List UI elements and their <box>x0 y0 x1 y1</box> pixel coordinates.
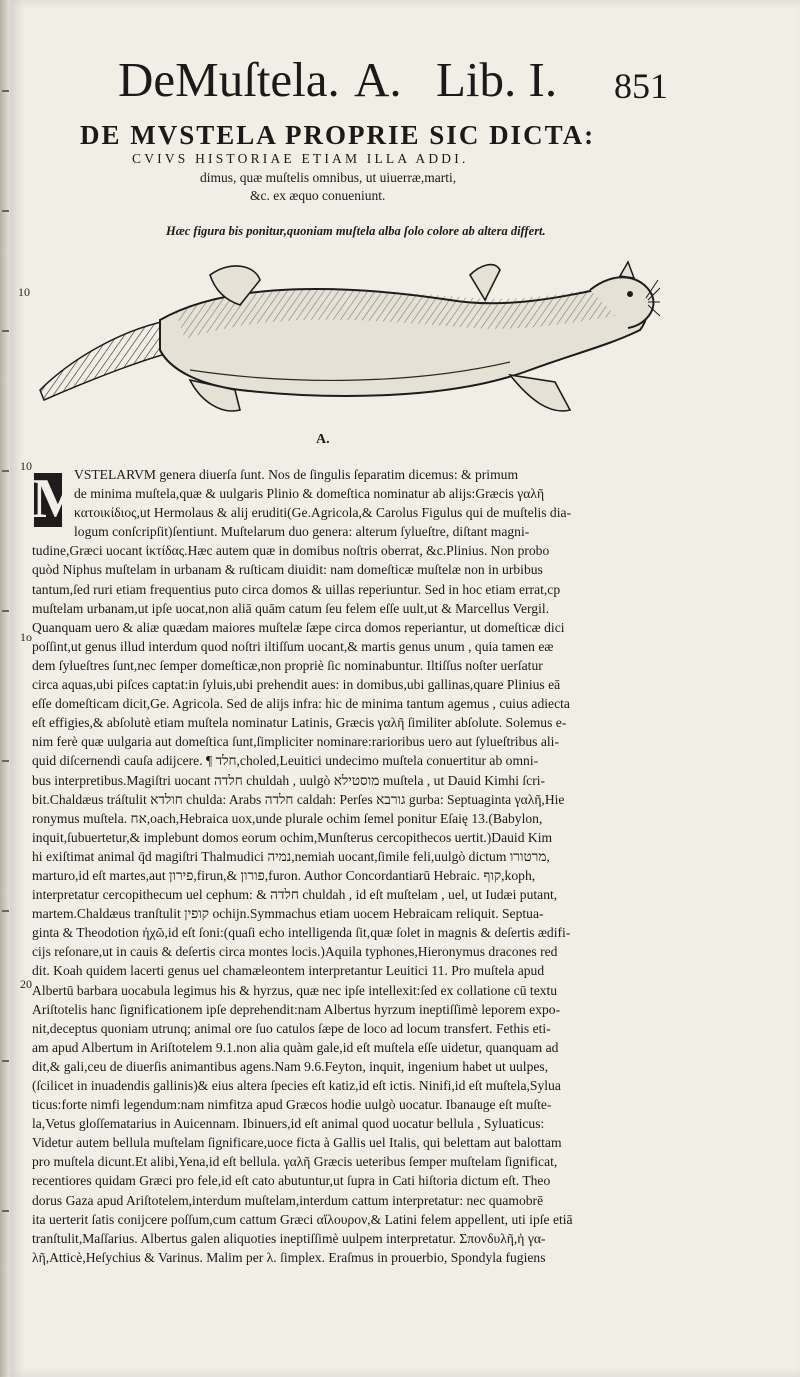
chapter-subtitle-line: dimus, quæ muſtelis omnibus, ut uiuerræ,marti, <box>200 170 457 185</box>
margin-note: 20 <box>20 977 32 991</box>
weasel-woodcut-illustration <box>30 250 660 430</box>
text-line: λῆ,Atticè,Heſychius & Varinus. Malim per λ. ſimplex. Eraſmus in prouerbio, Spondyla fugiens <box>32 1249 546 1265</box>
text-line: eſt effigies,& abſolutè etiam muſtela nominatur Latinis, Græcis γαλῆ ſimiliter abſolute. Solemus e- <box>32 715 567 731</box>
text-line: inquit,ſubuertetur,& implebunt domos eorum ochim,Munſterus cercopithecos uertit.)Dauid Kim <box>32 829 553 845</box>
text-line: poſſint,ut genus illud interdum quod noſtri iltiſſum uocant,& martis genus unum , quia tamen eæ <box>32 638 554 654</box>
text-line: tudine,Græci uocant ἰκτίδας.Hæc autem quæ in domibus noſtris oberrat, &c.Plinius. Non probo <box>32 543 550 559</box>
header-book: Lib. I. <box>436 52 558 107</box>
text-line: recentiores quidam Græci pro fele,id eſt cato abutuntur,ut ſupra in Cati hiſtoria dictum eſt. Theo <box>32 1173 551 1189</box>
chapter-title: DE MVSTELA PROPRIE SIC DICTA: <box>80 120 596 150</box>
text-line: am apud Albertum in Ariſtotelem 9.1.non alia quàm gale,id eſt muſtela eſſe uidetur, quanquam ad <box>32 1039 559 1055</box>
text-line: ticus:forte nimfi legendum:nam nimfitza apud Græcos hodie uulgò uocatur. Ibanauge eſt muſte- <box>32 1097 552 1113</box>
text-line: circa aquas,ubi piſces captat:in ſyluis,ubi prehendit aues: in domibus,ubi gallinas,quare Plinius eā <box>32 677 561 693</box>
text-line: nit,deceptus quoniam utrunq; animal ore ſuo catulos ſæpe de loco ad locum transfert. Fethis eti- <box>32 1020 551 1036</box>
chapter-subtitle-line: &c. ex æquo conueniunt. <box>250 188 386 203</box>
text-line: quid diſcernendi cauſa adijcere. ¶ חלד,choled,Leuitici undecimo muſtela conuertitur ab omni- <box>32 753 539 769</box>
text-line: de minima muſtela,quæ & uulgaris Plinio & domeſtica nominatur ab alijs:Græcis γαλῆ <box>74 486 545 502</box>
decorated-initial: M <box>32 468 85 530</box>
text-line: dem ſylueſtres ſunt,nec ſemper domeſticæ,non propriè ſic nominabuntur. Iltiſſus noſter uerſatur <box>32 657 543 673</box>
text-line: marturo,id eſt martes,aut פירון,firun,& פורון,furon. Author Concordantiarū Hebraic. קוף,koph, <box>32 867 536 883</box>
text-line: hi exiſtimat animal q̄d magiſtri Thalmudici נמיה,nemiah uocant,ſimile feli,uulgò dictum מרטורו, <box>32 848 550 864</box>
text-line: Quanquam uero & aliæ quædam maiores muſtelæ ſæpe circa domos reperiantur, ut domeſticæ dici <box>32 619 565 635</box>
header-section: A. <box>354 52 402 107</box>
margin-note: 10 <box>18 285 30 299</box>
figure-label: A. <box>316 432 330 447</box>
text-line: dorus Gaza apud Ariſtotelem,interdum muſtelam,interdum cattum interpretatur: nec quamobrē <box>32 1192 544 1208</box>
text-line: la,Vetus gloſſematarius in Auicennam. Ibinuers,id eſt animal quod uocatur bellula , Syluaticus: <box>32 1116 545 1132</box>
text-line: martem.Chaldæus tranſtulit קופין ochijn.Symmachus etiam uocem Hebraicam reliquit. Septua- <box>32 906 544 922</box>
text-line: quòd Niphus muſtelam in urbanam & ruſticam diuidit: nam domeſticæ muſtelæ non in urbibus <box>32 562 543 578</box>
text-line: eſſe domeſticam dicit,Ge. Agricola. Sed de alijs infra: hic de minima tantum agemus , cuius adiecta <box>32 696 570 712</box>
figure-caption: Hæc figura bis ponitur,quoniam muſtela alba ſolo colore ab altera differt. <box>166 224 546 238</box>
text-line: pro muſtela dicunt.Et alibi,Yena,id eſt bellula. γαλῆ Græcis ueteribus ſemper muſtelam ſignificat, <box>32 1154 558 1170</box>
text-line: ita uerterit ſatis conijcere poſſum,cum cattum Græci αἴλουρον,& Latini felem appellent, uti ipſe etiā <box>32 1211 573 1227</box>
text-line: tantum,ſed ruri etiam frequentius puto circa domos & uillas reperiuntur. Sed in hoc etiam errat,cp <box>32 581 561 597</box>
text-line: ginta & Theodotion ἠχῶ,id eſt ſoni:(quaſi echo intelligenda ſit,quæ ſolet in magnis & deſertis ædifi- <box>32 925 571 941</box>
text-line: dit. Koah quidem lacerti genus uel chamæleontem interpretantur Leuitici 11. Pro muſtela apud <box>32 963 545 979</box>
text-line: (ſcilicet in inuadendis gallinis)& eius altera ſpecies eſt katiz,id eſt ictis. Ninifi,id eſt muſtela,Sylua <box>32 1078 561 1093</box>
text-line: muſtelam urbanam,ut ipſe uocat,non aliā quām catum ſeu felem eſſe uult,ut & Marcellus Vergil. <box>32 600 550 616</box>
text-line: Videtur autem bellula muſtelam ſignificare,uoce ficta à Gallis uel Italis, qui belettam aut balottam <box>32 1135 562 1151</box>
text-line: interpretatur cercopithecum uel cephum: & חלדה chuldah , id eſt muſtelam , uel, ut Iudæi putant, <box>32 887 558 903</box>
text-line: ronymus muſtela. אח,oach,Hebraica uox,unde plurale ochim ſemel ponitur Eſaię 13.(Babylon, <box>32 810 543 826</box>
running-header <box>118 52 678 112</box>
page-number: 851 <box>614 66 668 106</box>
text-line: bus interpretibus.Magiſtri uocant חלדה chuldah , uulgò מוסטילא muſtela , ut Dauid Kimhi ſcri- <box>32 772 546 788</box>
chapter-subtitle-line: CVIVS HISTORIAE ETIAM ILLA ADDI. <box>132 151 469 166</box>
text-line: tranſtulit,Maſſarius. Albertus galen aliquoties ineptiſſimè uulpem interpretatur. Σπονδυλῆ,ἡ γα- <box>32 1230 546 1246</box>
text-line: dit,& gali,ceu de diuerſis animantibus agens.Nam 9.6.Feyton, inquit, ingenium habet ut uulpes, <box>32 1058 549 1074</box>
text-line: Albertū barbara uocabula legimus his & hyrzus, quæ nec ipſe intellexit:ſed ex collatione cū textu <box>32 982 558 998</box>
text-line: nim ferè quæ uulgaria aut domeſtica ſunt,ſimpliciter nominare:rarioribus uero aut ſylueſtribus ali- <box>32 734 559 750</box>
text-line: κατοικίδιος,ut Hermolaus & alij eruditi(Ge.Agricola,& Carolus Figulus qui de muſtelis dia- <box>74 505 572 521</box>
margin-note: 10 <box>20 459 32 473</box>
margin-note: 1o <box>20 630 32 644</box>
text-line: cijs reſonare,ut in cauis & deſertis circa montes locis.)Aquila typhones,Hieronymus dracones red <box>32 944 558 960</box>
body-text <box>32 465 662 1267</box>
text-line: VSTELARVM genera diuerſa ſunt. Nos de ſingulis ſeparatim dicemus: & primum <box>74 467 519 482</box>
text-line: bit.Chaldæus tráſtulit חולדא chulda: Arabs חלדה caldah: Perſes גורבא gurba: Septuaginta γαλῆ,Hie <box>32 791 565 807</box>
text-line: logum conſcripſit)ſentiunt. Muſtelarum duo genera: alterum ſylueſtre, diſtant magni- <box>74 524 530 540</box>
header-title: DeMuſtela. <box>118 52 340 107</box>
text-line: Ariſtotelis hanc ſignificationem ipſe deprehendit:nam Albertus hyrzum ineptiſſimè leporem expo- <box>32 1001 561 1017</box>
